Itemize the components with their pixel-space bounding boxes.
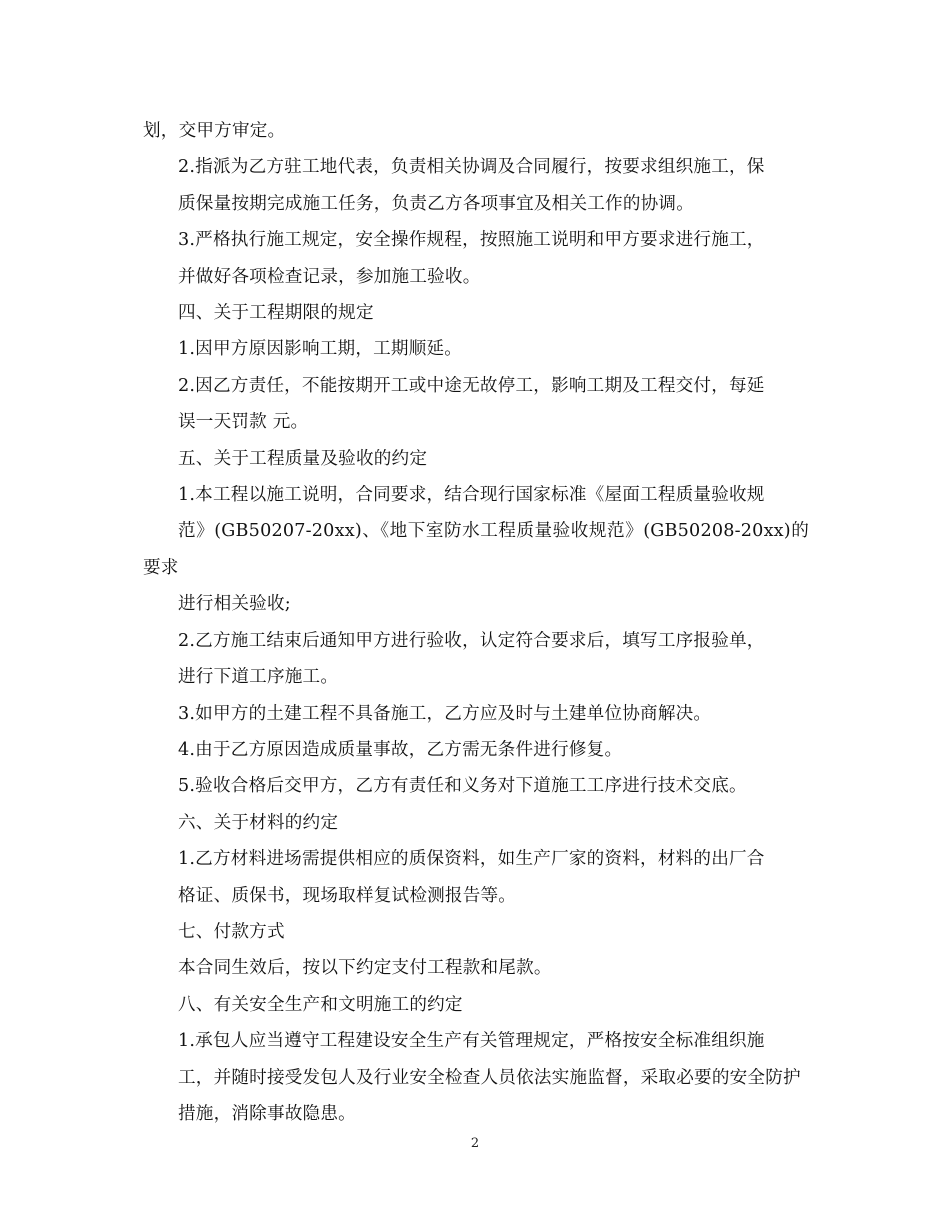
text-line: 3.严格执行施工规定，安全操作规程，按照施工说明和甲方要求进行施工， [178,230,765,251]
text-line: 2.指派为乙方驻工地代表，负责相关协调及合同履行，按要求组织施工，保 [178,157,765,178]
paragraph [143,768,809,804]
paragraph [143,368,809,441]
paragraph [143,914,809,950]
text-line: 进行下道工序施工。 [178,667,339,688]
paragraph [143,113,809,149]
paragraph [143,841,809,914]
paragraph [143,149,809,222]
paragraph [143,222,809,295]
text-line: 1.乙方材料进场需提供相应的质保资料，如生产厂家的资料，材料的出厂合 [178,849,765,870]
paragraph [143,1023,809,1132]
text-line: 3.如甲方的土建工程不具备施工，乙方应及时与土建单位协商解决。 [178,703,712,724]
text-line: 进行相关验收; [178,594,291,615]
text-line: 六、关于材料的约定 [178,812,339,833]
text-line: 八、有关安全生产和文明施工的约定 [178,994,463,1015]
document-body [143,113,809,1132]
text-line: 1.因甲方原因影响工期，工期顺延。 [178,339,463,360]
text-line: 质保量按期完成施工任务，负责乙方各项事宜及相关工作的协调。 [178,193,695,214]
text-line: 本合同生效后，按以下约定支付工程款和尾款。 [178,958,552,979]
text-line: 格证、质保书，现场取样复试检测报告等。 [178,885,517,906]
text-line: 误一天罚款 元。 [178,412,309,433]
text-line: 4.由于乙方原因造成质量事故，乙方需无条件进行修复。 [178,739,623,760]
paragraph [143,295,809,331]
text-line: 并做好各项检查记录，参加施工验收。 [178,266,481,287]
text-line: 5.验收合格后交甲方，乙方有责任和义务对下道施工工序进行技术交底。 [178,776,747,797]
text-line: 四、关于工程期限的规定 [178,303,374,324]
text-line: 七、付款方式 [178,921,285,942]
paragraph [143,441,809,477]
text-line: 五、关于工程质量及验收的约定 [178,448,428,469]
paragraph [143,696,809,732]
paragraph [143,950,809,986]
paragraph [143,732,809,768]
text-line: 1.本工程以施工说明，合同要求，结合现行国家标准《屋面工程质量验收规 [178,485,765,506]
paragraph [143,987,809,1023]
paragraph [143,331,809,367]
text-line: 范》(GB50207-20xx)、《地下室防水工程质量验收规范》(GB50208-20xx)的要求 [143,521,809,578]
text-line: 1.承包人应当遵守工程建设安全生产有关管理规定，严格按安全标准组织施 [178,1031,765,1052]
text-line: 2.因乙方责任，不能按期开工或中途无故停工，影响工期及工程交付，每延 [178,375,765,396]
text-line: 措施，消除事故隐患。 [178,1103,356,1124]
paragraph [143,477,809,623]
text-line: 2.乙方施工结束后通知甲方进行验收，认定符合要求后，填写工序报验单， [178,630,765,651]
page-number: 2 [470,1136,480,1151]
paragraph [143,805,809,841]
text-line: 工，并随时接受发包人及行业安全检查人员依法实施监督，采取必要的安全防护 [178,1067,801,1088]
text-line: 划，交甲方审定。 [143,121,286,141]
paragraph [143,623,809,696]
